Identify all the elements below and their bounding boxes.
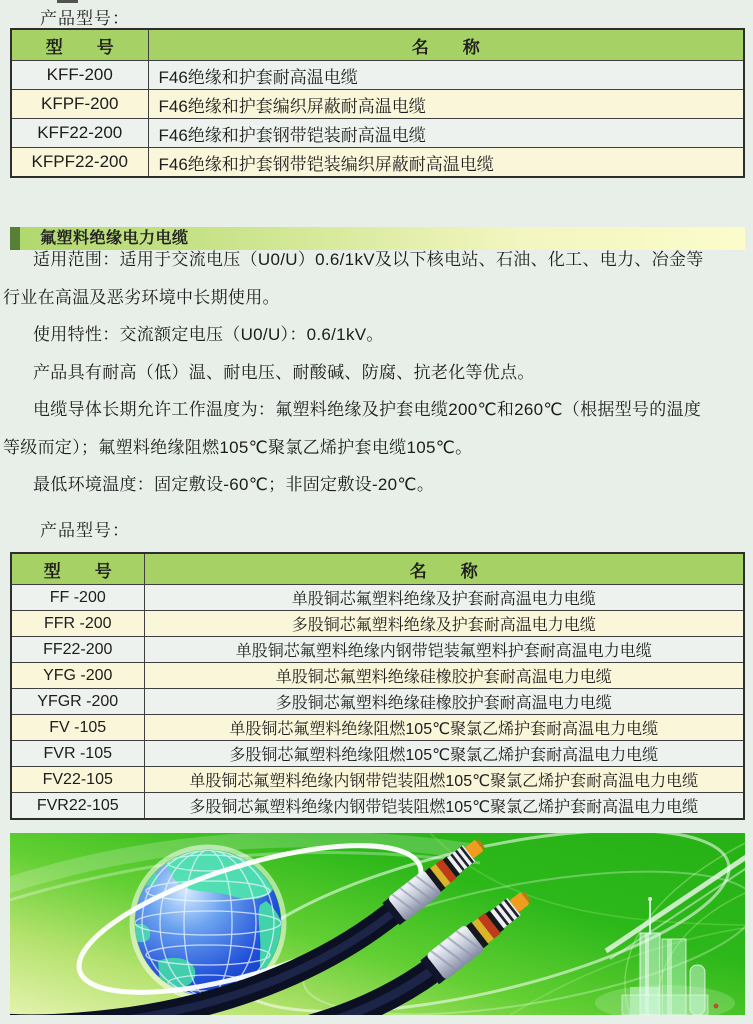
- section-title: 氟塑料绝缘电力电缆: [40, 230, 189, 247]
- body-paragraphs: [3, 241, 709, 504]
- table-row: [11, 90, 744, 119]
- body-paragraph: 最低环境温度：固定敷设-60℃；非固定敷设-20℃。: [33, 475, 435, 494]
- model-cell: KFF22-200: [11, 119, 148, 148]
- model-cell: FF -200: [11, 585, 144, 611]
- model-cell: KFF-200: [11, 61, 148, 90]
- model-cell: YFGR -200: [11, 689, 144, 715]
- table-row: [11, 585, 744, 611]
- model-name-table-1: [10, 28, 745, 178]
- name-cell: 单股铜芯氟塑料绝缘内钢带铠装氟塑料护套耐高温电力电缆: [144, 637, 744, 663]
- table-row: [11, 148, 744, 178]
- table-row: [11, 715, 744, 741]
- table-row: [11, 741, 744, 767]
- model-cell: FV22-105: [11, 767, 144, 793]
- cable-banner-image: [10, 833, 745, 1015]
- name-cell: 单股铜芯氟塑料绝缘及护套耐高温电力电缆: [144, 585, 744, 611]
- name-cell: F46绝缘和护套耐高温电缆: [148, 61, 744, 90]
- name-cell: 多股铜芯氟塑料绝缘内钢带铠装阻燃105℃聚氯乙烯护套耐高温电力电缆: [144, 793, 744, 820]
- model-cell: FF22-200: [11, 637, 144, 663]
- table-row: [11, 61, 744, 90]
- table-row: [11, 793, 744, 820]
- name-cell: F46绝缘和护套钢带铠装编织屏蔽耐高温电缆: [148, 148, 744, 178]
- model-cell: FFR -200: [11, 611, 144, 637]
- model-cell: FVR -105: [11, 741, 144, 767]
- body-paragraph: 适用范围：适用于交流电压（U0/U）0.6/1kV及以下核电站、石油、化工、电力、冶金等行业在高温及恶劣环境中长期使用。: [3, 250, 704, 307]
- model-cell: YFG -200: [11, 663, 144, 689]
- name-cell: 单股铜芯氟塑料绝缘硅橡胶护套耐高温电力电缆: [144, 663, 744, 689]
- model-name-table-2: [10, 552, 745, 820]
- product-models-label: 产品型号：: [40, 521, 130, 540]
- table-row: [11, 611, 744, 637]
- name-column-header: 名 称: [144, 553, 744, 585]
- name-cell: F46绝缘和护套钢带铠装耐高温电缆: [148, 119, 744, 148]
- table-header-row: [11, 29, 744, 61]
- name-cell: 单股铜芯氟塑料绝缘内钢带铠装阻燃105℃聚氯乙烯护套耐高温电力电缆: [144, 767, 744, 793]
- model-cell: FVR22-105: [11, 793, 144, 820]
- table-header-row: [11, 553, 744, 585]
- body-paragraph: 产品具有耐高（低）温、耐电压、耐酸碱、防腐、抗老化等优点。: [33, 362, 535, 382]
- cropped-text-artifact: [57, 0, 78, 3]
- body-paragraph: 使用特性：交流额定电压（U0/U）：0.6/1kV。: [33, 325, 384, 344]
- name-cell: F46绝缘和护套编织屏蔽耐高温电缆: [148, 90, 744, 119]
- name-cell: 单股铜芯氟塑料绝缘阻燃105℃聚氯乙烯护套耐高温电力电缆: [144, 715, 744, 741]
- table-row: [11, 637, 744, 663]
- name-cell: 多股铜芯氟塑料绝缘及护套耐高温电力电缆: [144, 611, 744, 637]
- model-cell: KFPF22-200: [11, 148, 148, 178]
- model-column-header: 型 号: [11, 29, 148, 61]
- name-column-header: 名 称: [148, 29, 744, 61]
- table-row: [11, 663, 744, 689]
- model-cell: FV -105: [11, 715, 144, 741]
- body-paragraph: 电缆导体长期允许工作温度为：氟塑料绝缘及护套电缆200℃和260℃（根据型号的温度等级而定）；氟塑料绝缘阻燃105℃聚氯乙烯护套电缆105℃。: [3, 400, 702, 457]
- name-cell: 多股铜芯氟塑料绝缘硅橡胶护套耐高温电力电缆: [144, 689, 744, 715]
- model-cell: KFPF-200: [11, 90, 148, 119]
- table-row: [11, 689, 744, 715]
- table-row: [11, 119, 744, 148]
- product-models-label: 产品型号：: [40, 9, 130, 28]
- model-column-header: 型 号: [11, 553, 144, 585]
- name-cell: 多股铜芯氟塑料绝缘阻燃105℃聚氯乙烯护套耐高温电力电缆: [144, 741, 744, 767]
- table-row: [11, 767, 744, 793]
